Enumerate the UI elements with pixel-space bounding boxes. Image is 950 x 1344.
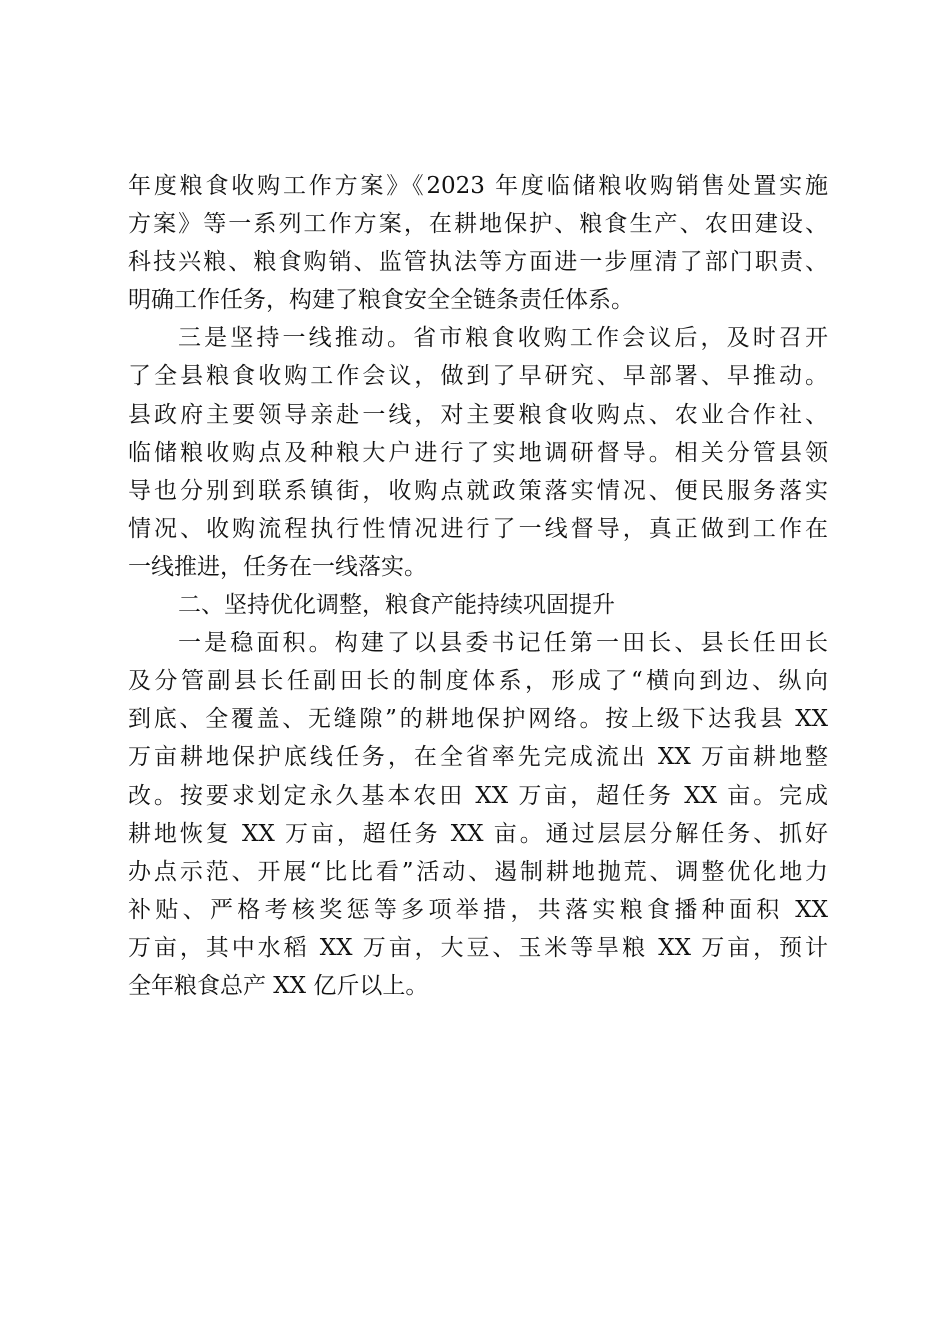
- text-line: 方案》等一系列工作方案，在耕地保护、粮食生产、农田建设、: [128, 211, 828, 238]
- paragraph: [128, 319, 828, 586]
- text-line: 改。按要求划定永久基本农田 XX 万亩，超任务 XX 亩。完成: [128, 782, 828, 809]
- text-line: 县政府主要领导亲赴一线，对主要粮食收购点、农业合作社、: [128, 401, 828, 428]
- text-line: 导也分别到联系镇街，收购点就政策落实情况、便民服务落实: [128, 477, 828, 504]
- text-line: 年度粮食收购工作方案》《2023 年度临储粮收购销售处置实施: [128, 173, 828, 199]
- text-line: 明确工作任务，构建了粮食安全全链条责任体系。: [128, 287, 634, 314]
- text-line: 耕地恢复 XX 万亩，超任务 XX 亩。通过层层分解任务、抓好: [128, 820, 828, 847]
- text-line: 到底、全覆盖、无缝隙”的耕地保护网络。按上级下达我县 XX: [128, 706, 828, 733]
- paragraph: [128, 586, 828, 624]
- text-line: 二、坚持优化调整，粮食产能持续巩固提升: [178, 592, 615, 619]
- paragraph: [128, 167, 828, 319]
- text-line: 情况、收购流程执行性情况进行了一线督导，真正做到工作在: [128, 515, 828, 542]
- text-line: 万亩耕地保护底线任务，在全省率先完成流出 XX 万亩耕地整: [128, 744, 828, 771]
- text-line: 一是稳面积。构建了以县委书记任第一田长、县长任田长: [178, 630, 828, 657]
- text-line: 临储粮收购点及种粮大户进行了实地调研督导。相关分管县领: [128, 439, 828, 466]
- text-line: 办点示范、开展“比比看”活动、遏制耕地抛荒、调整优化地力: [128, 858, 828, 885]
- text-line: 科技兴粮、粮食购销、监管执法等方面进一步厘清了部门职责、: [128, 249, 828, 276]
- text-line: 补贴、严格考核奖惩等多项举措，共落实粮食播种面积 XX: [128, 896, 828, 923]
- text-line: 全年粮食总产 XX 亿斤以上。: [128, 972, 429, 999]
- paragraph: [128, 624, 828, 1005]
- text-line: 了全县粮食收购工作会议，做到了早研究、早部署、早推动。: [128, 363, 828, 390]
- text-line: 三是坚持一线推动。省市粮食收购工作会议后，及时召开: [178, 325, 828, 352]
- text-line: 万亩，其中水稻 XX 万亩，大豆、玉米等旱粮 XX 万亩，预计: [128, 934, 828, 961]
- text-line: 及分管副县长任副田长的制度体系，形成了“横向到边、纵向: [128, 668, 828, 695]
- body-text: [128, 167, 828, 1005]
- text-line: 一线推进，任务在一线落实。: [128, 553, 427, 580]
